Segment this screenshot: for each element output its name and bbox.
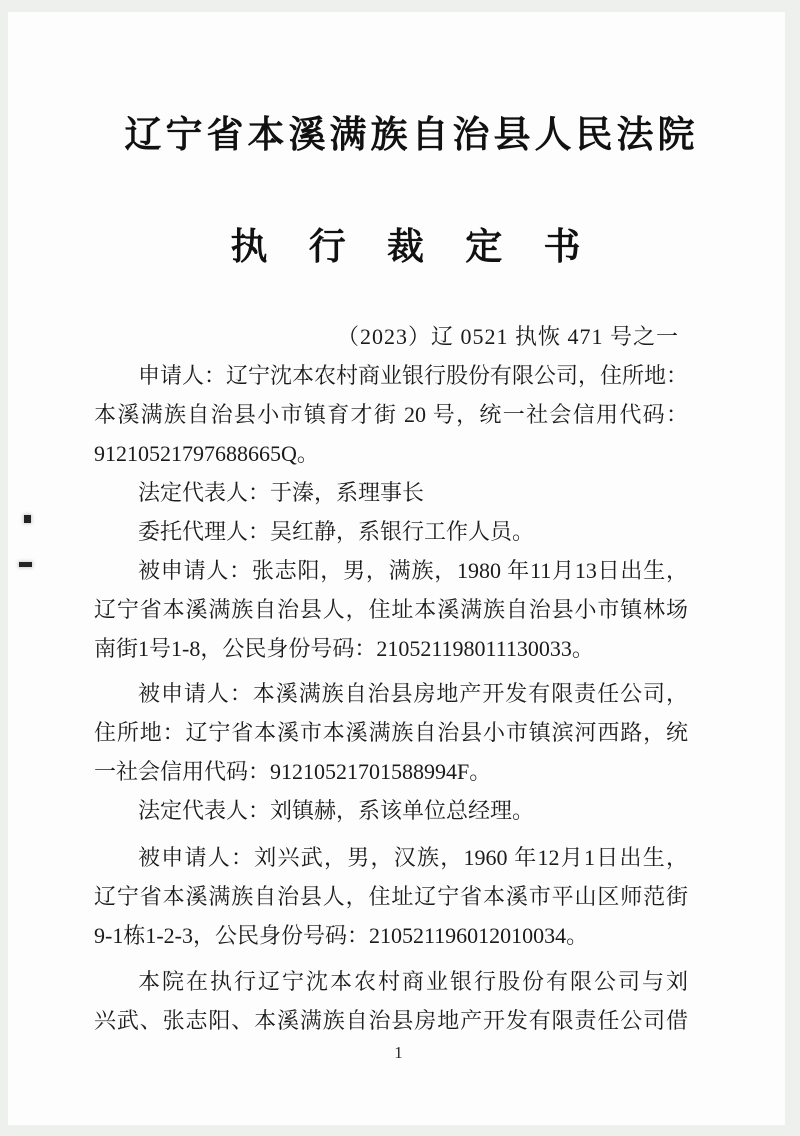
body-line: 本院在执行辽宁沈本农村商业银行股份有限公司与刘	[138, 969, 688, 994]
body-line: 辽宁省本溪满族自治县人，住址本溪满族自治县小市镇林场	[94, 597, 688, 622]
body-line: 9-1栋1-2-3，公民身份号码：210521196012010034。	[94, 923, 589, 948]
scan-artifact-dot	[24, 515, 31, 523]
body-line: 委托代理人：吴红静，系银行工作人员。	[138, 519, 535, 544]
body-line: 法定代表人：刘镇赫，系该单位总经理。	[138, 798, 535, 823]
page-number: 1	[394, 1043, 403, 1062]
body-line: 法定代表人：于溱，系理事长	[138, 480, 425, 505]
body-line: 被申请人：张志阳，男，满族，1980 年11月13日出生，	[138, 558, 688, 583]
court-name-heading: 辽宁省本溪满族自治县人民法院	[124, 115, 699, 156]
body-line: 91210521797688665Q。	[94, 441, 319, 466]
body-line: 本溪满族自治县小市镇育才街 20 号，统一社会信用代码：	[94, 402, 688, 427]
document-page	[8, 12, 785, 1125]
body-line: 南街1号1-8，公民身份号码：210521198011130033。	[94, 636, 594, 661]
body-line: 申请人：辽宁沈本农村商业银行股份有限公司，住所地：	[138, 363, 689, 388]
body-line: 辽宁省本溪满族自治县人，住址辽宁省本溪市平山区师范街	[94, 884, 688, 909]
body-line: 被申请人：本溪满族自治县房地产开发有限责任公司，	[138, 681, 688, 706]
body-line: 兴武、张志阳、本溪满族自治县房地产开发有限责任公司借	[94, 1008, 688, 1033]
document-title: 执 行 裁 定 书	[230, 227, 597, 268]
case-number: （2023）辽 0521 执恢 471 号之一	[336, 324, 679, 349]
body-line: 一社会信用代码：91210521701588994F。	[94, 759, 492, 784]
body-line: 住所地：辽宁省本溪市本溪满族自治县小市镇滨河西路，统	[94, 720, 688, 745]
document-body	[94, 356, 688, 1040]
scan-artifact-dash	[19, 562, 32, 567]
body-line: 被申请人：刘兴武，男，汉族，1960 年12月1日出生，	[138, 845, 688, 870]
